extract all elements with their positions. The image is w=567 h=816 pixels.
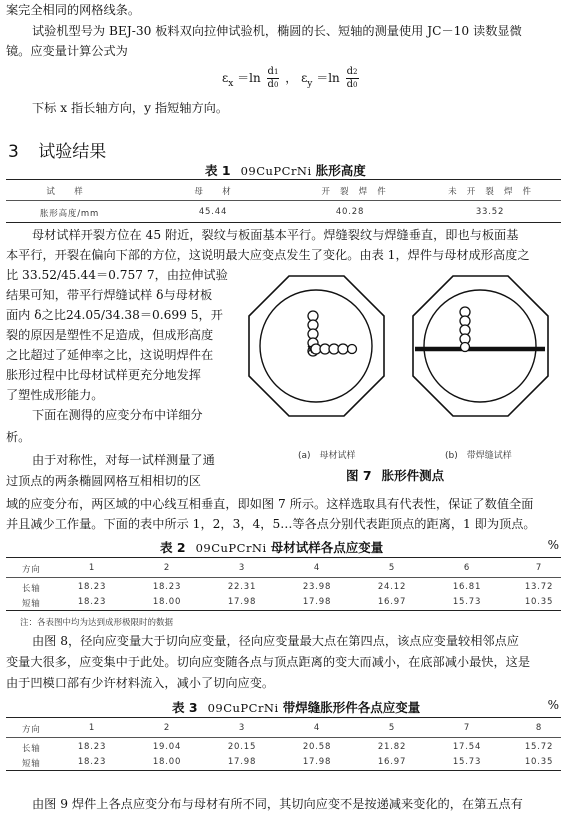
text-line: 本平行，开裂在偏向下部的方位，这说明最大应变点发生了变化。由表 1，焊件与母材成形高度之 <box>6 248 530 262</box>
table2-cell: 17.98 <box>302 597 332 607</box>
text-line: 域的应变分布，两区域的中心线互相垂直，即如图 7 所示。这样选取具有代表性，保证了数值全面 <box>6 497 534 511</box>
table3-cell: 17.98 <box>302 757 332 767</box>
epsilon-x: ε <box>222 71 229 85</box>
table3-caption <box>172 698 420 716</box>
table3-col-header: 8 <box>535 723 543 733</box>
fraction-y <box>346 66 359 91</box>
table3-mid-rule <box>6 737 561 738</box>
table1-header: 试 样 <box>46 187 84 197</box>
table2-unit: % <box>547 538 559 552</box>
table2-mid-rule <box>6 577 561 578</box>
formula-sep: ， <box>285 71 298 85</box>
formula-sub: 1 <box>273 68 279 76</box>
table2-cell: 24.12 <box>377 582 407 592</box>
table2-top-rule <box>6 557 561 558</box>
table1-bottom-rule <box>6 222 561 223</box>
table3-top-rule <box>6 717 561 718</box>
grid-circles-horizontal <box>311 344 357 354</box>
formula-sub: x <box>228 79 234 89</box>
figure-label: 图 7 <box>346 468 372 483</box>
table3-row-label: 长轴 <box>22 744 41 754</box>
table2-caption <box>160 538 383 556</box>
section-number: 3 <box>8 142 19 162</box>
text-line: 由图 9 焊件上各点应变分布与母材有所不同，其切向应变不是按递减来变化的，在第五点有 <box>32 797 523 811</box>
text-line: 结果可知，带平行焊缝试样 δ与母材板 <box>6 288 213 302</box>
table1-top-rule <box>6 179 561 180</box>
table2-col-header: 4 <box>313 563 321 573</box>
table2-bottom-rule <box>6 610 561 611</box>
text-line: 试验机型号为 BEJ-30 板料双向拉伸试验机，椭圆的长、短轴的测量使用 JC－10 读数显微 <box>32 24 522 38</box>
table-title: 胀形高度 <box>315 163 366 178</box>
table3-cell: 17.54 <box>452 742 482 752</box>
text-line: 案完全相同的网格线条。 <box>6 3 141 17</box>
table2-row-label: 长轴 <box>22 584 41 594</box>
formula-sub: 2 <box>353 68 358 76</box>
table2-cell: 23.98 <box>302 582 332 592</box>
text-line: 由图 8，径向应变量大于切向应变量，径向应变量最大点在第四点，该点应变量较相邻点应 <box>32 634 519 648</box>
table3-col-header: 7 <box>463 723 471 733</box>
strain-formula <box>222 66 361 91</box>
table3-cell: 19.04 <box>152 742 182 752</box>
table-material: 09CuPCrNi <box>240 164 312 178</box>
table3-col-header: 2 <box>163 723 171 733</box>
text-line: 裂的原因是塑性不足造成，但成形高度 <box>6 328 214 342</box>
table-material: 09CuPCrNi <box>195 541 267 555</box>
epsilon-y: ε <box>301 71 308 85</box>
table3-cell: 18.23 <box>77 757 107 767</box>
text-line: 下面在测得的应变分布中详细分 <box>32 408 203 422</box>
table3-cell: 18.00 <box>152 757 182 767</box>
section-title: 试验结果 <box>38 142 107 162</box>
formula-d: d <box>346 66 354 77</box>
table-material: 09CuPCrNi <box>207 701 279 715</box>
table2-col-header: 3 <box>238 563 246 573</box>
table-label: 表 2 <box>160 540 186 555</box>
table-label: 表 1 <box>205 163 231 178</box>
text-line: 由于凹模口部有少许材料流入，减小了切向应变。 <box>6 676 275 690</box>
text-line: 了塑性成形能力。 <box>6 388 104 402</box>
table-title: 带焊缝胀形件各点应变量 <box>282 700 421 715</box>
formula-eq: ＝ln <box>316 71 340 85</box>
text-line: 镜。应变量计算公式为 <box>6 44 128 58</box>
table2-col-header: 5 <box>388 563 396 573</box>
table2-col-header: 6 <box>463 563 471 573</box>
table3-col-header: 5 <box>388 723 396 733</box>
table1-header: 母 材 <box>194 187 232 197</box>
table3-col-header: 3 <box>238 723 246 733</box>
table2-cell: 13.72 <box>524 582 554 592</box>
figure-caption-a: (a) 母材试样 <box>298 451 356 461</box>
formula-sub: y <box>307 79 313 89</box>
octagon-outline <box>413 276 548 416</box>
table3-unit: % <box>547 698 559 712</box>
blank-circle <box>424 290 536 402</box>
table3-col-header: 1 <box>88 723 96 733</box>
figure7-title <box>346 466 444 484</box>
formula-sub: 0 <box>273 81 279 89</box>
table2-header-label: 方向 <box>22 565 41 575</box>
table2-cell: 15.73 <box>452 597 482 607</box>
table3-cell: 20.58 <box>302 742 332 752</box>
table3-cell: 20.15 <box>227 742 257 752</box>
text-line: 比 33.52/45.44＝0.757 7，由拉伸试验 <box>6 268 228 282</box>
grid-circles-vertical <box>460 307 470 352</box>
table2-col-header: 7 <box>535 563 543 573</box>
text-line: 变量大很多，应变集中于此处。切向应变随各点与顶点距离的变大而减小，在底部减小最快，这是 <box>6 655 531 669</box>
table3-bottom-rule <box>6 770 561 771</box>
table2-cell: 18.23 <box>77 597 107 607</box>
text-line: 胀形过程中比母材试样更充分地发挥 <box>6 368 201 382</box>
text-line: 下标 x 指长轴方向，y 指短轴方向。 <box>32 101 229 115</box>
table1-mid-rule <box>6 200 561 201</box>
table1-cell: 40.28 <box>335 207 365 217</box>
table3-col-header: 4 <box>313 723 321 733</box>
table2-cell: 18.23 <box>77 582 107 592</box>
table1-cell: 45.44 <box>198 207 228 217</box>
text-line: 之比超过了延伸率之比，这说明焊件在 <box>6 348 214 362</box>
formula-d: d <box>267 66 274 77</box>
figure-caption-b: (b) 带焊缝试样 <box>445 451 512 461</box>
text-line: 并且减少工作量。下面的表中所示 1，2，3，4，5…等各点分别代表距顶点的距离，1 即为顶点。 <box>6 517 536 531</box>
table2-cell: 18.23 <box>152 582 182 592</box>
figure7-drawing <box>240 272 564 444</box>
table3-cell: 18.23 <box>77 742 107 752</box>
formula-d: d <box>267 79 274 90</box>
formula-d: d <box>346 79 354 90</box>
table1-cell: 33.52 <box>475 207 505 217</box>
table1-row-label: 胀形高度/mm <box>40 209 100 219</box>
text-line: 过顶点的两条椭圆网格互相相切的区 <box>6 474 201 488</box>
table1-header: 开 裂 焊 件 <box>321 187 387 197</box>
formula-eq: ＝ln <box>237 71 261 85</box>
table3-cell: 21.82 <box>377 742 407 752</box>
text-line: 析。 <box>6 430 31 444</box>
table3-cell: 17.98 <box>227 757 257 767</box>
figure-a <box>249 276 384 416</box>
table-title: 母材试样各点应变量 <box>270 540 384 555</box>
figure-title: 胀形件测点 <box>381 468 445 483</box>
formula-sub: 0 <box>353 81 358 89</box>
table2-row-label: 短轴 <box>22 599 41 609</box>
text-line: 面内 δ之比24.05/34.38＝0.699 5，开 <box>6 308 223 322</box>
table3-cell: 10.35 <box>524 757 554 767</box>
table2-col-header: 1 <box>88 563 96 573</box>
text-line: 由于对称性，对每一试样测量了通 <box>32 453 215 467</box>
table-label: 表 3 <box>172 700 198 715</box>
table1-header: 未 开 裂 焊 件 <box>448 187 532 197</box>
table1-caption <box>205 161 366 179</box>
table2-cell: 22.31 <box>227 582 257 592</box>
fraction-x <box>267 66 280 91</box>
table2-cell: 16.81 <box>452 582 482 592</box>
table2-cell: 10.35 <box>524 597 554 607</box>
table3-cell: 15.73 <box>452 757 482 767</box>
table3-cell: 15.72 <box>524 742 554 752</box>
table2-col-header: 2 <box>163 563 171 573</box>
table3-cell: 16.97 <box>377 757 407 767</box>
section-heading <box>8 137 106 162</box>
table2-cell: 17.98 <box>227 597 257 607</box>
table-note: 注：各表图中均为达到成形极限时的数据 <box>20 618 174 628</box>
text-line: 母材试样开裂方位在 45 附近，裂纹与板面基本平行。焊缝裂纹与焊缝垂直，即也与板面基 <box>32 228 519 242</box>
table3-header-label: 方向 <box>22 725 41 735</box>
figure-b <box>413 276 548 416</box>
table2-cell: 18.00 <box>152 597 182 607</box>
table2-cell: 16.97 <box>377 597 407 607</box>
table3-row-label: 短轴 <box>22 759 41 769</box>
